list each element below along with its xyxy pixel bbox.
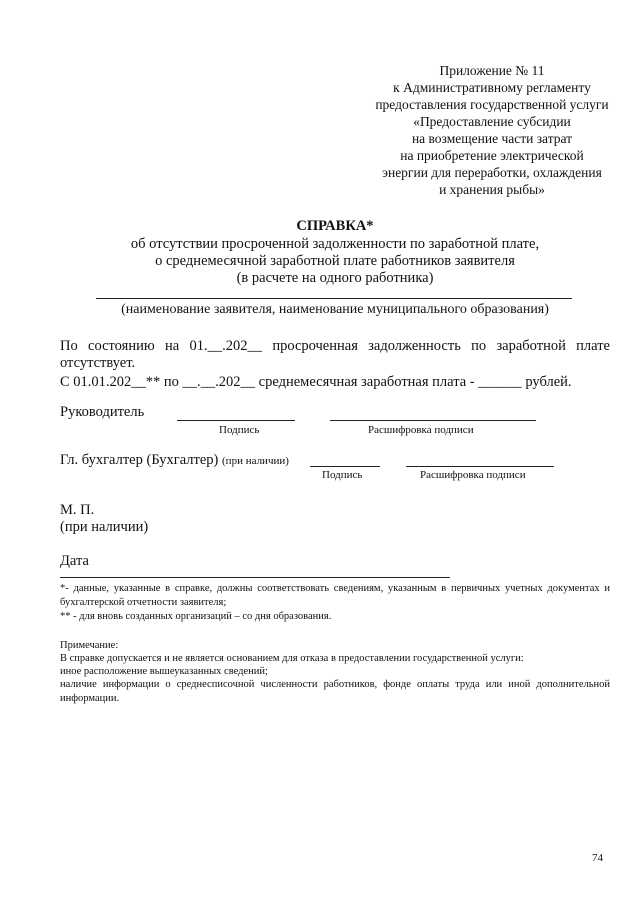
accountant-label-text: Гл. бухгалтер (Бухгалтер) [60,452,219,468]
appendix-line: к Административному регламенту [393,80,591,95]
accountant-sign-note: Подпись [322,469,363,481]
applicant-name-line [96,298,572,299]
appendix-line: и хранения рыбы» [439,182,545,197]
note-line: наличие информации о среднесписочной численности работников, фонде оплаты труда или иной дополнительной информации. [60,679,610,704]
note-title: Примечание: [60,640,119,651]
note-line: В справке допускается и не является основанием для отказа в предоставлении государственной услуги: [60,653,524,664]
note-line: иное расположение вышеуказанных сведений; [60,666,268,677]
page-number: 74 [592,852,603,864]
subtitle-line: об отсутствии просроченной задолженности по заработной плате, [130,236,540,252]
debt-statement: По состоянию на 01.__.202__ просроченная задолженность по заработной плате отсутствует. [60,338,610,371]
accountant-if-any: (при наличии) [222,455,289,467]
head-sign-note: Подпись [219,424,260,436]
footnote-data-requirement: *- данные, указанные в справке, должны соответствовать сведениям, указанным в первичных учетных документах и бухгалтерской отчетности заявителя; [60,583,610,608]
head-signature-line [177,420,295,421]
head-label: Руководитель [60,404,145,420]
footnote-separator [60,577,450,578]
accountant-decode-note: Расшифровка подписи [420,469,526,481]
applicant-caption: (наименование заявителя, наименование муниципального образования) [121,302,549,317]
document-subtitle [60,236,610,287]
appendix-line: энергии для переработки, охлаждения [382,165,602,180]
subtitle-line: о среднемесячной заработной плате работников заявителя [155,253,515,269]
footnote-new-organizations: ** - для вновь созданных организаций – со дня образования. [60,611,332,622]
accountant-decode-line [406,466,554,467]
appendix-line: «Предоставление субсидии [413,114,571,129]
appendix-line: Приложение № 11 [439,63,545,78]
subtitle-line: (в расчете на одного работника) [236,270,434,286]
date-label: Дата [60,553,89,569]
salary-statement: С 01.01.202__** по __.__.202__ среднемесячная заработная плата - ______ рублей. [60,374,572,390]
stamp-label: М. П. [60,502,95,518]
document-title: СПРАВКА* [296,218,374,234]
appendix-line: предоставления государственной услуги [375,97,609,112]
head-decode-line [330,420,536,421]
accountant-signature-line [310,466,380,467]
appendix-line: на возмещение части затрат [411,131,573,146]
stamp-if-any: (при наличии) [60,519,149,535]
appendix-block [360,62,624,198]
appendix-line: на приобретение электрической [400,148,584,163]
accountant-label [60,452,289,469]
head-decode-note: Расшифровка подписи [368,424,474,436]
